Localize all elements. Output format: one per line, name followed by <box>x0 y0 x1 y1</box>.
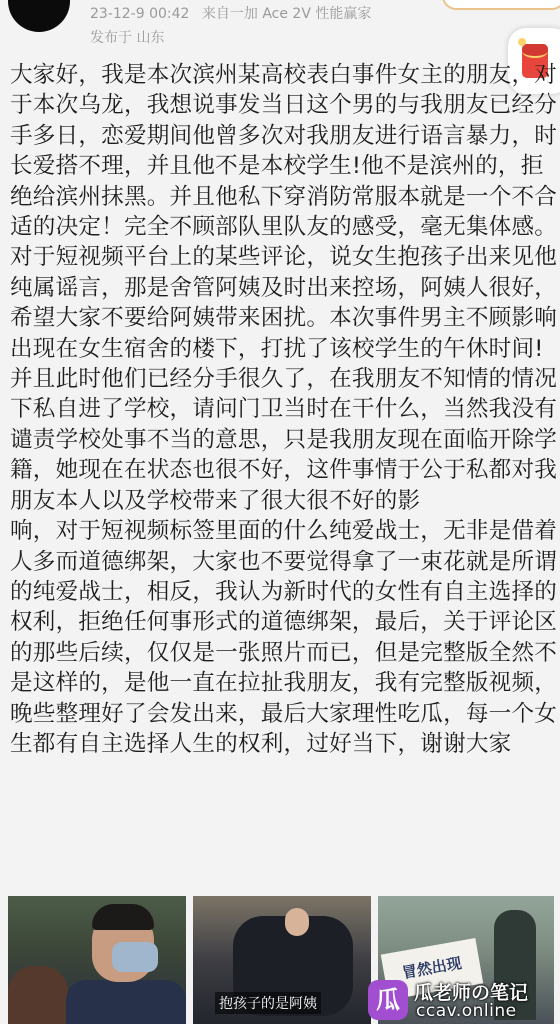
post-timestamp: 23-12-9 00:42 <box>90 6 190 22</box>
avatar[interactable] <box>8 0 70 32</box>
watermark-title: 瓜老师の笔记 <box>414 982 529 1004</box>
photo-sign-text: 冒然出现 <box>381 938 484 1000</box>
watermark-url: ccav.online <box>416 1001 517 1021</box>
post-source: 来自一加 Ace 2V 性能赢家 <box>201 6 372 22</box>
post-location: 发布于 山东 <box>90 30 165 46</box>
red-envelope-coin <box>518 38 526 46</box>
post-body <box>10 60 560 759</box>
watermark-logo-icon: 瓜 <box>368 980 408 1020</box>
photo-figure <box>8 966 68 1024</box>
post-paragraph-2: 响，对于短视频标签里面的什么纯爱战士，无非是借着人多而道德绑架，大家也不要觉得拿了一束花就是所谓的纯爱战士，相反，我认为新时代的女性有自主选择的权利，拒绝任何事形式的道德绑架，最后，关于评论区的那些后续，仅仅是一张照片而已，但是完整版全然不是这样的，是他一直在拉扯我朋友，我有完整版视频，晚些整理好了会发出来，最后大家理性吃瓜，每一个女生都有自主选择人生的权利，过好当下，谢谢大家 <box>10 518 558 757</box>
post-paragraph-1: 大家好，我是本次滨州某高校表白事件女主的朋友，对于本次乌龙，我想说事发当日这个男的与我朋友已经分手多日，恋爱期间他曾多次对我朋友进行语言暴力，时长爱搭不理，并且他不是本校学生!他不是滨州的，拒绝给滨州抹黑。并且他私下穿消防常服本就是一个不合适的决定！完全不顾部队里队友的感受，毫无集体感。对于短视频平台上的某些评论，说女生抱孩子出来见他纯属谣言，那是舍管阿姨及时出来控场，阿姨人很好，希望大家不要给阿姨带来困扰。本次事件男主不顾影响出现在女生宿舍的楼下，打扰了该校学生的午休时间! 并且此时他们已经分手很久了，在我朋友不知情的情况下私自进了学校，请问门卫当时在干什么，当然我没有谴责学校处事不当的意思，只是我朋友现在面临开除学籍，她现在在状态也很不好，这件事情于公于私都对我朋友本人以及学校带来了很大很不好的影 <box>10 62 558 514</box>
photo-figure <box>92 904 154 930</box>
post-meta <box>90 3 371 23</box>
photo-figure <box>66 980 186 1024</box>
photo-figure <box>285 908 309 936</box>
photo-caption: 抱孩子的是阿姨 <box>215 992 321 1014</box>
photo-thumbnail-2[interactable] <box>193 896 371 1024</box>
photo-thumbnail-1[interactable] <box>8 896 186 1024</box>
photo-figure <box>112 942 158 972</box>
watermark <box>368 980 554 1022</box>
follow-badge[interactable] <box>442 0 560 10</box>
